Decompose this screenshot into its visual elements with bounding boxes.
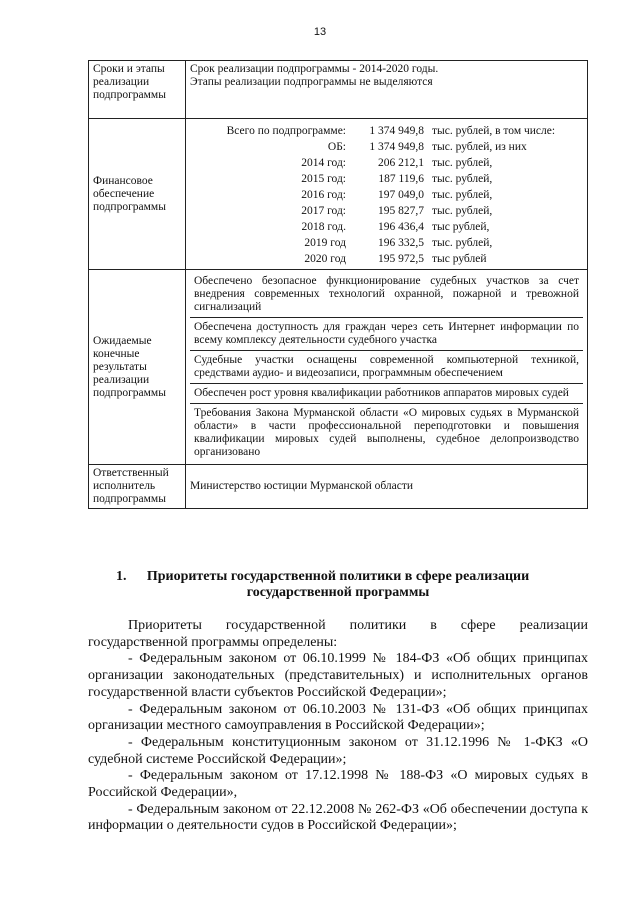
paragraph: - Федеральным конституционным законом от 31.12.1996 № 1-ФКЗ «О судебной системе Российской Федерации»; <box>88 734 588 767</box>
body-text <box>88 618 588 835</box>
finance-unit: тыс. рублей, из них <box>432 140 527 153</box>
table-row-terms <box>89 61 588 119</box>
section-heading <box>88 569 588 601</box>
finance-year: 2019 год <box>304 236 346 249</box>
finance-label: Финансовое обеспечение подпрограммы <box>89 119 186 270</box>
terms-value <box>186 61 588 119</box>
finance-year: 2018 год. <box>301 220 346 233</box>
finance-year: 2017 год: <box>301 204 346 217</box>
finance-year: 2020 год <box>304 252 346 265</box>
table-row-finance <box>89 119 588 270</box>
finance-row <box>190 123 583 139</box>
section-number: 1. <box>116 569 127 584</box>
results-value <box>186 270 588 465</box>
finance-row <box>190 203 583 219</box>
terms-line: Срок реализации подпрограммы - 2014-2020 годы. <box>190 63 439 75</box>
finance-amount: 197 049,0 <box>378 188 424 201</box>
finance-year: ОБ: <box>327 140 346 153</box>
result-item: Судебные участки оснащены современной компьютерной техникой, средствами аудио- и видеозаписи, программным обеспечением <box>190 351 583 384</box>
results-label: Ожидаемые конечные результаты реализации подпрограммы <box>89 270 186 465</box>
finance-year: 2016 год: <box>301 188 346 201</box>
finance-unit: тыс. рублей, <box>432 204 493 217</box>
section-title-line: Приоритеты государственной политики в сфере реализации <box>146 569 530 584</box>
finance-row <box>190 139 583 155</box>
finance-row <box>190 187 583 203</box>
finance-row <box>190 171 583 187</box>
paragraph: - Федеральным законом от 17.12.1998 № 188-ФЗ «О мировых судьях в Российской Федерации», <box>88 768 588 801</box>
paragraph: Приоритеты государственной политики в сфере реализации государственной программы определены: <box>88 618 588 650</box>
finance-amount: 196 436,4 <box>378 220 424 233</box>
finance-unit: тыс. рублей, <box>432 172 493 185</box>
finance-unit: тыс. рублей, <box>432 156 493 169</box>
finance-unit: тыс рублей <box>432 252 487 265</box>
finance-amount: 195 972,5 <box>378 252 424 265</box>
finance-unit: тыс. рублей, в том числе: <box>432 124 556 137</box>
executor-label: Ответственный исполнитель подпрограммы <box>89 465 186 509</box>
finance-row <box>190 251 583 267</box>
finance-unit: тыс. рублей, <box>432 236 493 249</box>
result-item: Требования Закона Мурманской области «О мировых судьях в Мурманской области» в части профессиональной переподготовки и повышения квалификации мировых судей выполнены, судебное делопроизводство организовано <box>194 407 579 458</box>
result-item: Обеспечено безопасное функционирование судебных участков за счет внедрения современных технологий охранной, пожарной и тревожной сигнализаций <box>190 272 583 318</box>
finance-amount: 187 119,6 <box>378 172 424 185</box>
finance-row <box>190 155 583 171</box>
result-item: Обеспечена доступность для граждан через сеть Интернет информации по всему комплексу деятельности судебного участка <box>190 318 583 351</box>
finance-row <box>190 235 583 251</box>
table-row-executor <box>89 465 588 509</box>
page-number: 13 <box>313 26 327 38</box>
section-title-line: государственной программы <box>246 585 430 600</box>
finance-amount: 1 374 949,8 <box>369 140 424 153</box>
finance-value <box>186 119 588 270</box>
paragraph: - Федеральным законом от 06.10.1999 № 184-ФЗ «Об общих принципах организации законодательных (представительных) и исполнительных органов государственной власти субъектов Российской Федерации»; <box>88 651 588 700</box>
finance-year: 2015 год: <box>301 172 346 185</box>
finance-amount: 196 332,5 <box>378 236 424 249</box>
subprogram-passport-table <box>88 60 588 509</box>
finance-row <box>190 219 583 235</box>
finance-year: Всего по подпрограмме: <box>226 124 346 137</box>
finance-amount: 206 212,1 <box>378 156 424 169</box>
finance-year: 2014 год: <box>301 156 346 169</box>
table-row-results <box>89 270 588 465</box>
finance-amount: 195 827,7 <box>378 204 424 217</box>
paragraph: - Федеральным законом от 06.10.2003 № 131-ФЗ «Об общих принципах организации местного самоуправления в Российской Федерации»; <box>88 701 588 734</box>
finance-unit: тыс рублей, <box>432 220 490 233</box>
terms-line: Этапы реализации подпрограммы не выделяются <box>190 76 433 88</box>
executor-value: Министерство юстиции Мурманской области <box>186 465 588 509</box>
result-item: Обеспечен рост уровня квалификации работников аппаратов мировых судей <box>190 384 583 404</box>
finance-amount: 1 374 949,8 <box>369 124 424 137</box>
paragraph: - Федеральным законом от 22.12.2008 № 262-ФЗ «Об обеспечении доступа к информации о деятельности судов в Российской Федерации»; <box>88 801 588 834</box>
finance-unit: тыс. рублей, <box>432 188 493 201</box>
terms-label: Сроки и этапы реализации подпрограммы <box>89 61 186 119</box>
